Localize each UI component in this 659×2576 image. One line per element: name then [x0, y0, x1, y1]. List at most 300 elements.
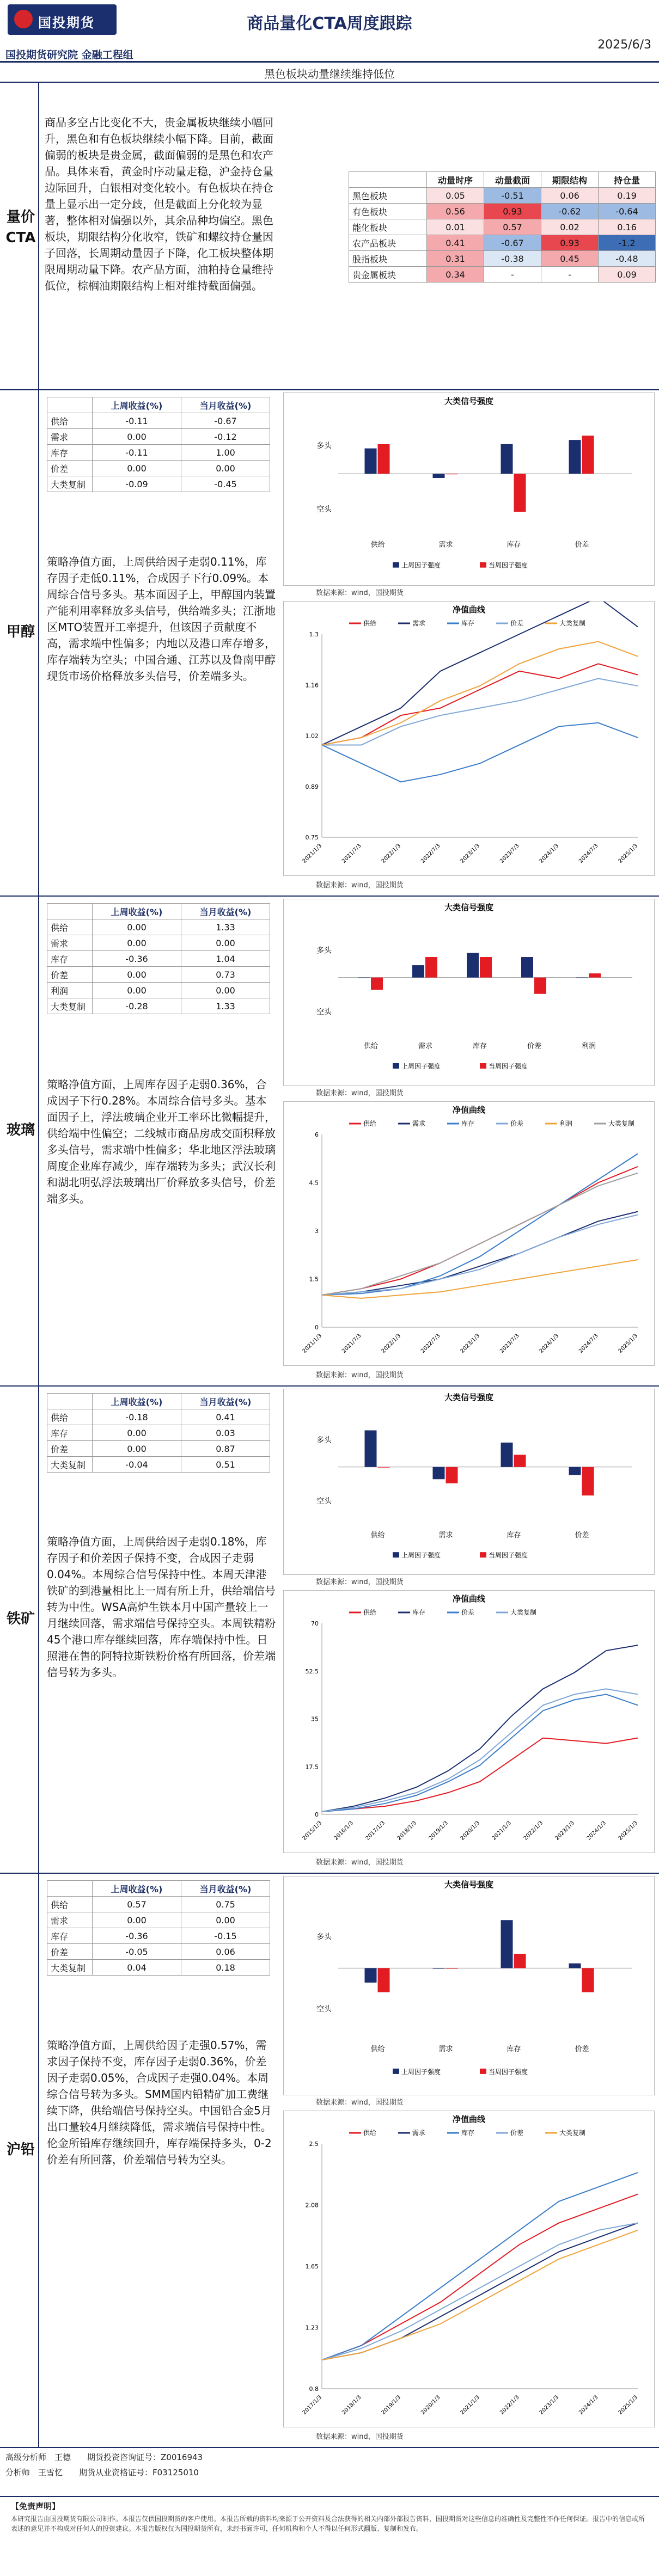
returns-row: [47, 1409, 270, 1425]
signal-bar: [534, 978, 546, 994]
returns-cell: 0.18: [181, 1960, 270, 1976]
x-tick-label: 2022/7/3: [420, 843, 442, 864]
section-label: 玻璃: [6, 1122, 35, 1138]
line-legend-label: 供给: [363, 1120, 377, 1127]
bar-source-note: 数据来源：wind，国投期货: [316, 589, 404, 597]
y-tick-label: 1.16: [305, 682, 319, 689]
disclaimer-title: 【免责声明】: [11, 2501, 60, 2511]
bar-category-label: 供给: [363, 1042, 379, 1051]
signal-bar: [365, 1968, 377, 1982]
bar-category-label: 供给: [370, 1531, 385, 1540]
legend-swatch: [480, 1552, 486, 1557]
report-header: [0, 0, 659, 40]
x-tick-label: 2021/1/3: [459, 2394, 481, 2416]
returns-cell: 价差: [47, 461, 93, 476]
y-tick-label: 52.5: [305, 1667, 319, 1675]
bar-short-label: 空头: [316, 505, 332, 514]
x-tick-label: 2025/1/3: [617, 843, 639, 864]
y-tick-label: 0.75: [305, 834, 319, 841]
cta-cell: -0.51: [484, 188, 541, 204]
x-tick-label: 2017/1/3: [364, 1820, 387, 1842]
section-label: 铁矿: [6, 1610, 35, 1627]
returns-cell: 0.00: [93, 1425, 181, 1441]
signal-bar: [521, 957, 533, 978]
bar-long-label: 多头: [316, 1436, 332, 1445]
returns-row: [47, 413, 270, 429]
cta-cell: -: [484, 267, 541, 283]
bar-category-label: 供给: [370, 2045, 385, 2053]
line-legend-label: 大类复制: [510, 1609, 537, 1616]
returns-cell: -0.67: [181, 413, 270, 429]
cta-cell: -0.62: [541, 204, 599, 219]
returns-header: [47, 1881, 93, 1897]
cta-cell: 0.02: [541, 219, 599, 235]
bar-long-label: 多头: [316, 441, 332, 451]
signal-bar: [365, 1430, 377, 1467]
signal-bar: [569, 440, 581, 474]
returns-cell: 0.75: [181, 1897, 270, 1912]
disclaimer-box: [0, 2496, 659, 2573]
returns-row: [47, 461, 270, 476]
returns-row: [47, 445, 270, 461]
returns-cell: -0.04: [93, 1457, 181, 1473]
cta-cell: 0.05: [427, 188, 484, 204]
legend-swatch: [393, 2069, 399, 2074]
line-legend-label: 利润: [559, 1120, 573, 1127]
cta-table-row: [349, 188, 656, 204]
cta-text: 商品多空占比变化不大，贵金属板块继续小幅回升，黑色和有色板块继续小幅下降。目前，截面偏弱的板块是贵金属，截面偏弱的是黑色和农产品。具体来看，黄金时序动量走稳，沪金持仓量边际回升，白银相对变化较小。有色板块在持仓量上显示出一定分歧，但是截面上分化较为显著，整体相对偏强以外，其余品种均偏空。黑色板块，期限结构分化收窄，铁矿和螺纹持仓量因子回落，长周期动量因子下降，化工板块整体期限周期动量下降。农产品方面，油粕持仓量维持低位，棕榈油期限结构上相对维持截面偏强。: [45, 116, 273, 292]
bar-source-note: 数据来源：wind，国投期货: [316, 2099, 404, 2107]
returns-row: [47, 935, 270, 951]
bar-category-label: 价差: [575, 541, 589, 549]
legend-label: 上周因子强度: [401, 1551, 441, 1560]
y-tick-label: 1.23: [305, 2324, 319, 2332]
y-tick-label: 0.8: [309, 2385, 319, 2393]
org-name: 国投期货研究院 金融工程组: [5, 49, 133, 61]
line-legend-label: 库存: [461, 620, 475, 627]
strategy-text: 策略净值方面，上周供给因子走强0.57%，需求因子保持不变，库存因子走弱0.36%，价差因子走弱0.05%，合成因子走强0.04%。本周综合信号转为多头。SMM国内铅精矿加工费继续下降，供给端信号保持空头。中国铅合金5月出口量较4月继续降低，需求端信号保持中性。伦金所铅库存继续回升，库存端保持多头，0-2价差有所回落，价差端信号转为空头。: [47, 2039, 272, 2166]
bar-category-label: 需求: [438, 1531, 453, 1540]
y-tick-label: 1.65: [305, 2263, 319, 2270]
strategy-text: 策略净值方面，上周库存因子走弱0.36%，合成因子下行0.28%。本周综合信号多头。基本面因子上，浮法玻璃企业开工率环比微幅提升，供给端中性偏空；二线城市商品房成交面积释放多头信号，需求端中性偏多；华北地区浮法玻璃周度企业库存减少，库存端转为多头；武汉长利和湖北明弘浮法玻璃出厂价释放多头信号，价差端多头。: [47, 1078, 276, 1205]
returns-cell: 供给: [47, 1409, 93, 1425]
y-tick-label: 35: [311, 1715, 319, 1723]
line-legend-label: 价差: [510, 620, 524, 627]
nav-line-chart: [283, 601, 655, 876]
bar-chart-title: 大类信号强度: [444, 903, 494, 912]
y-tick-label: 0: [315, 1324, 319, 1331]
returns-header: 当月收益(%): [181, 1881, 270, 1897]
returns-cell: 0.00: [93, 935, 181, 951]
cta-table-row: [349, 235, 656, 251]
returns-header: [47, 904, 93, 919]
returns-cell: -0.09: [93, 476, 181, 492]
cta-label: 量价CTA: [5, 209, 36, 246]
legend-label: 当周因子强度: [489, 2068, 528, 2076]
cta-cell: 0.57: [484, 219, 541, 235]
returns-header: 当月收益(%): [181, 904, 270, 919]
nav-series-line: [322, 1173, 638, 1295]
cta-table-row: [349, 204, 656, 219]
legend-swatch: [480, 1063, 486, 1069]
returns-table: [47, 1880, 270, 1976]
returns-row: [47, 919, 270, 935]
bar-category-label: 需求: [438, 2045, 453, 2053]
returns-cell: 0.00: [181, 983, 270, 998]
returns-cell: -0.05: [93, 1944, 181, 1960]
cta-cell: 0.34: [427, 267, 484, 283]
signal-bar: [365, 449, 377, 474]
y-tick-label: 17.5: [305, 1763, 319, 1771]
section-divider: [38, 1387, 39, 1874]
returns-cell: 大类复制: [47, 1457, 93, 1473]
x-tick-label: 2024/1/3: [585, 1820, 608, 1842]
line-legend-label: 库存: [461, 2129, 475, 2137]
cta-table-row: [349, 251, 656, 267]
bar-category-label: 价差: [575, 1531, 589, 1540]
signal-bar: [514, 474, 526, 512]
section-divider: [38, 1874, 39, 2448]
nav-series-line: [322, 1215, 638, 1296]
line-legend-label: 价差: [461, 1609, 475, 1616]
returns-cell: -0.15: [181, 1928, 270, 1944]
returns-cell: 0.41: [181, 1409, 270, 1425]
x-tick-label: 2016/1/3: [333, 1820, 355, 1842]
line-chart-title: 净值曲线: [452, 1105, 486, 1115]
returns-cell: 1.04: [181, 951, 270, 967]
line-legend-label: 大类复制: [608, 1120, 635, 1127]
returns-cell: 供给: [47, 1897, 93, 1912]
signal-bar: [569, 1964, 581, 1968]
returns-row: [47, 1928, 270, 1944]
x-tick-label: 2021/7/3: [341, 843, 363, 864]
line-legend-label: 价差: [510, 1120, 524, 1127]
bar-category-label: 库存: [507, 541, 521, 549]
bar-short-label: 空头: [316, 1497, 332, 1506]
signal-bar: [433, 1467, 445, 1479]
x-tick-label: 2022/1/3: [380, 843, 402, 864]
cta-cell: -0.67: [484, 235, 541, 251]
y-tick-label: 2.5: [309, 2140, 319, 2148]
cta-cell: 0.01: [427, 219, 484, 235]
returns-row: [47, 983, 270, 998]
returns-row: [47, 429, 270, 445]
returns-cell: 0.00: [93, 919, 181, 935]
commodity-section: [0, 1385, 659, 1874]
y-tick-label: 0: [315, 1811, 319, 1818]
returns-cell: 库存: [47, 951, 93, 967]
x-tick-label: 2024/7/3: [578, 843, 600, 864]
report-date: 2025/6/3: [597, 38, 651, 52]
bar-short-label: 空头: [316, 1008, 332, 1017]
cta-cell: 0.41: [427, 235, 484, 251]
line-legend-label: 供给: [363, 1609, 377, 1616]
returns-cell: 大类复制: [47, 476, 93, 492]
legend-label: 当周因子强度: [489, 1551, 528, 1560]
signal-bar: [433, 474, 445, 478]
x-tick-label: 2018/1/3: [341, 2394, 363, 2416]
line-legend-label: 需求: [412, 1120, 426, 1127]
x-tick-label: 2021/1/3: [491, 1820, 513, 1842]
returns-cell: -0.18: [93, 1409, 181, 1425]
returns-cell: 0.00: [93, 1441, 181, 1457]
signal-bar: [501, 1443, 513, 1467]
cta-cell: 0.93: [541, 235, 599, 251]
returns-cell: 0.04: [93, 1960, 181, 1976]
logo-text: 国投期货: [38, 15, 95, 30]
line-legend-label: 大类复制: [559, 620, 586, 627]
x-tick-label: 2020/1/3: [459, 1820, 481, 1842]
x-tick-label: 2023/1/3: [538, 2394, 560, 2416]
nav-series-line: [322, 1212, 638, 1295]
line-source-note: 数据来源：wind，国投期货: [316, 2433, 404, 2441]
x-tick-label: 2025/1/3: [617, 1333, 639, 1354]
line-legend-label: 库存: [412, 1609, 426, 1616]
signal-bar: [582, 436, 594, 474]
analyst-row: 分析师 王雪忆 期货从业资格证号：F03125010: [5, 2468, 199, 2477]
x-tick-label: 2025/1/3: [617, 2394, 639, 2416]
cta-cell: 0.06: [541, 188, 599, 204]
bar-category-label: 价差: [575, 2045, 589, 2053]
cta-cell: -1.2: [599, 235, 656, 251]
returns-cell: -0.36: [93, 951, 181, 967]
x-tick-label: 2023/7/3: [499, 1333, 521, 1354]
signal-bar: [371, 978, 383, 990]
signal-bar: [514, 1455, 526, 1467]
line-chart-title: 净值曲线: [452, 605, 486, 615]
returns-cell: 供给: [47, 919, 93, 935]
signal-bar-chart: [283, 1876, 655, 2095]
cta-row-label: 股指板块: [349, 251, 427, 267]
returns-row: [47, 1897, 270, 1912]
nav-series-line: [322, 1167, 638, 1295]
returns-cell: 0.87: [181, 1441, 270, 1457]
x-tick-label: 2022/7/3: [420, 1333, 442, 1354]
line-legend-label: 供给: [363, 2129, 377, 2137]
section-divider: [38, 897, 39, 1387]
cta-row-label: 有色板块: [349, 204, 427, 219]
x-tick-label: 2024/1/3: [538, 1333, 560, 1354]
returns-cell: -0.12: [181, 429, 270, 445]
signal-bar: [589, 973, 601, 978]
bar-long-label: 多头: [316, 946, 332, 955]
returns-cell: 0.51: [181, 1457, 270, 1473]
bar-chart-title: 大类信号强度: [444, 1393, 494, 1402]
commodity-section: [0, 896, 659, 1387]
signal-bar: [378, 1467, 390, 1468]
y-tick-label: 3: [315, 1228, 319, 1235]
x-tick-label: 2025/1/3: [617, 1820, 639, 1842]
x-tick-label: 2024/1/3: [578, 2394, 600, 2416]
legend-label: 上周因子强度: [401, 561, 441, 569]
cta-divider: [38, 82, 39, 389]
nav-line-chart: [283, 1590, 655, 1853]
signal-bar: [501, 1920, 513, 1968]
returns-header: 上周收益(%): [93, 1394, 181, 1409]
returns-cell: 价差: [47, 967, 93, 983]
signal-bar: [582, 1467, 594, 1495]
x-tick-label: 2021/7/3: [341, 1333, 363, 1354]
returns-cell: 需求: [47, 429, 93, 445]
returns-cell: 0.00: [93, 1912, 181, 1928]
y-tick-label: 6: [315, 1131, 319, 1138]
signal-bar: [378, 1968, 390, 1992]
x-tick-label: 2018/1/3: [396, 1820, 418, 1842]
signal-bar: [412, 965, 424, 978]
nav-series-line: [322, 1689, 638, 1812]
legend-swatch: [393, 562, 399, 568]
bar-long-label: 多头: [316, 1933, 332, 1942]
cta-table-header: 持仓量: [599, 172, 656, 188]
nav-series-line: [322, 2173, 638, 2360]
cta-table-header: [349, 172, 427, 188]
analyst-row: 高级分析师 王德 期货投资咨询证号：Z0016943: [5, 2452, 203, 2462]
section-label: 甲醇: [6, 624, 35, 640]
cta-table-header: 期限结构: [541, 172, 599, 188]
legend-swatch: [480, 2069, 486, 2074]
returns-table: [47, 1393, 270, 1473]
commodity-section: [0, 389, 659, 897]
returns-cell: 0.00: [93, 967, 181, 983]
cta-cell: 0.19: [599, 188, 656, 204]
cta-table-header: 动量时序: [427, 172, 484, 188]
cta-cell: 0.09: [599, 267, 656, 283]
bar-category-label: 价差: [527, 1042, 542, 1051]
signal-bar: [480, 957, 492, 978]
returns-cell: 需求: [47, 1912, 93, 1928]
cta-row-label: 农产品板块: [349, 235, 427, 251]
returns-cell: 大类复制: [47, 1960, 93, 1976]
returns-table: [47, 903, 270, 1014]
returns-cell: 0.73: [181, 967, 270, 983]
cta-table-header: 动量截面: [484, 172, 541, 188]
x-tick-label: 2022/1/3: [499, 2394, 521, 2416]
returns-cell: 需求: [47, 935, 93, 951]
cta-cell: 0.16: [599, 219, 656, 235]
y-tick-label: 2.08: [305, 2201, 319, 2209]
line-source-note: 数据来源：wind，国投期货: [316, 881, 404, 890]
x-tick-label: 2021/1/3: [301, 1333, 324, 1354]
returns-row: [47, 967, 270, 983]
returns-header: [47, 1394, 93, 1409]
returns-header: [47, 397, 93, 413]
returns-cell: 大类复制: [47, 998, 93, 1014]
cta-cell: 0.31: [427, 251, 484, 267]
returns-row: [47, 1441, 270, 1457]
returns-header: 当月收益(%): [181, 397, 270, 413]
nav-series-line: [322, 723, 638, 782]
returns-cell: 0.06: [181, 1944, 270, 1960]
returns-row: [47, 998, 270, 1014]
returns-cell: -0.11: [93, 445, 181, 461]
bar-category-label: 供给: [370, 541, 385, 549]
returns-row: [47, 476, 270, 492]
returns-cell: -0.11: [93, 413, 181, 429]
returns-cell: 0.00: [93, 983, 181, 998]
x-tick-label: 2017/1/3: [301, 2394, 324, 2416]
line-chart-title: 净值曲线: [452, 2114, 486, 2124]
analyst-list: [5, 2450, 441, 2480]
returns-row: [47, 1960, 270, 1976]
returns-row: [47, 1457, 270, 1473]
signal-bar-chart: [283, 899, 655, 1086]
bar-category-label: 需求: [438, 541, 453, 549]
bar-category-label: 库存: [507, 2045, 521, 2053]
cta-row-label: 能化板块: [349, 219, 427, 235]
nav-series-line: [322, 664, 638, 745]
returns-cell: 0.00: [181, 935, 270, 951]
cta-cell: -0.38: [484, 251, 541, 267]
bar-category-label: 利润: [581, 1042, 596, 1051]
nav-line-chart: [283, 1101, 655, 1366]
signal-bar: [569, 1467, 581, 1475]
line-legend-label: 库存: [461, 1120, 475, 1127]
returns-cell: 0.00: [93, 429, 181, 445]
legend-label: 当周因子强度: [489, 561, 528, 569]
returns-header: 上周收益(%): [93, 397, 181, 413]
bar-source-note: 数据来源：wind，国投期货: [316, 1578, 404, 1586]
legend-label: 当周因子强度: [489, 1062, 528, 1070]
subtitle: 黑色板块动量继续维持低位: [264, 68, 395, 81]
returns-cell: 利润: [47, 983, 93, 998]
returns-cell: 0.00: [181, 461, 270, 476]
bar-category-label: 库存: [507, 1531, 521, 1540]
signal-bar: [467, 953, 479, 977]
signal-bar: [501, 444, 513, 474]
cta-cell: -0.64: [599, 204, 656, 219]
nav-series-line: [322, 642, 638, 745]
strategy-text: 策略净值方面，上周供给因子走弱0.18%，库存因子和价差因子保持不变，合成因子走弱0.04%。本周综合信号保持中性。本周天津港铁矿的到港量相比上一周有所上升，供给端信号转为中性。WSA高炉生铁本月中国产量较上一月继续回落，需求端信号保持空头。本周铁精粉45个港口库存继续回落，库存端保持中性。日照港在售的阿特拉斯铁粉价格有所回落，价差端信号转为多头。: [47, 1535, 276, 1679]
returns-table: [47, 397, 270, 492]
line-source-note: 数据来源：wind，国投期货: [316, 1371, 404, 1379]
nav-series-line: [322, 1694, 638, 1812]
strategy-text: 策略净值方面，上周供给因子走弱0.11%，库存因子走低0.11%，合成因子下行0.09%。本周综合信号多头。基本面因子上，甲醇国内装置产能利用率释放多头信号，供给端多头；江浙地区MTO装置开工率提升，但该因子贡献度不高，需求端中性偏多；内地以及港口库存增多，库存端转为空头；中国合通、江苏以及鲁南甲醇现货市场价格释放多头信号，价差端多头。: [47, 555, 276, 683]
y-tick-label: 70: [311, 1620, 319, 1627]
returns-cell: 库存: [47, 445, 93, 461]
signal-bar: [446, 1467, 458, 1483]
x-tick-label: 2023/1/3: [459, 1333, 481, 1354]
line-legend-label: 大类复制: [559, 2129, 586, 2137]
returns-cell: 1.33: [181, 919, 270, 935]
bar-chart-title: 大类信号强度: [444, 1880, 494, 1890]
cta-cell: -0.48: [599, 251, 656, 267]
legend-swatch: [393, 1063, 399, 1069]
legend-label: 上周因子强度: [401, 1062, 441, 1070]
x-tick-label: 2023/7/3: [499, 843, 521, 864]
x-tick-label: 2022/1/3: [522, 1820, 545, 1842]
returns-cell: -0.28: [93, 998, 181, 1014]
cta-table-row: [349, 267, 656, 283]
signal-bar: [425, 957, 437, 978]
y-tick-label: 4.5: [309, 1179, 319, 1187]
returns-cell: 库存: [47, 1425, 93, 1441]
commodity-section: [0, 1873, 659, 2448]
returns-header: 上周收益(%): [93, 904, 181, 919]
y-tick-label: 1.5: [309, 1275, 319, 1283]
line-legend-label: 价差: [510, 2129, 524, 2137]
cta-cell: 0.45: [541, 251, 599, 267]
returns-cell: 价差: [47, 1944, 93, 1960]
bar-source-note: 数据来源：wind，国投期货: [316, 1089, 404, 1097]
nav-series-line: [322, 2194, 638, 2360]
returns-row: [47, 1912, 270, 1928]
y-tick-label: 0.89: [305, 783, 319, 790]
returns-cell: 0.00: [181, 1912, 270, 1928]
line-legend-label: 需求: [412, 2129, 426, 2137]
cta-row-label: 黑色板块: [349, 188, 427, 204]
returns-header: 上周收益(%): [93, 1881, 181, 1897]
legend-swatch: [393, 1552, 399, 1557]
